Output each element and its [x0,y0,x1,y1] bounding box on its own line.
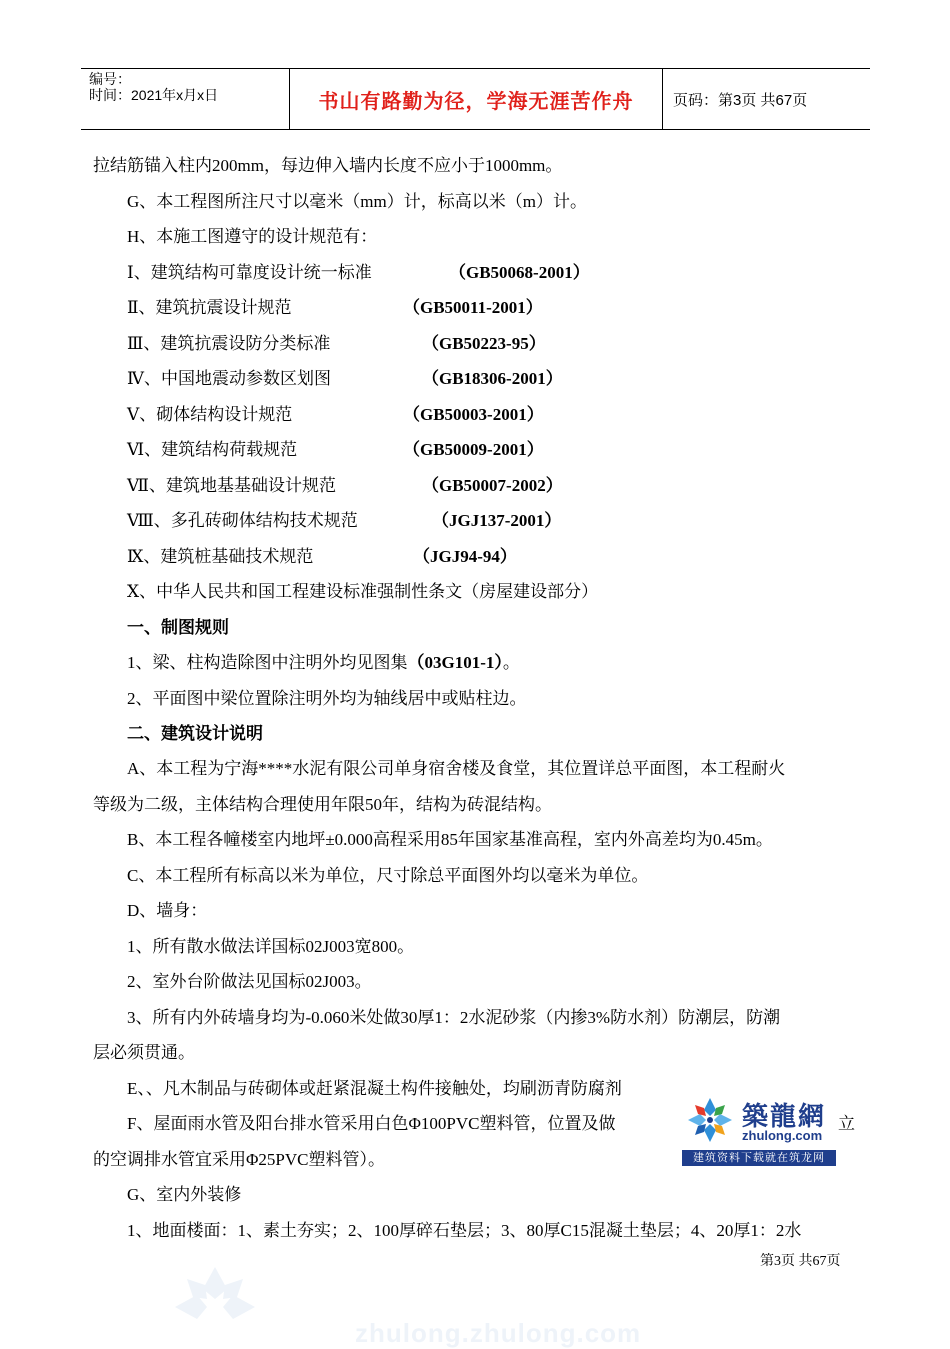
text-line: 3、所有内外砖墙身均为-0.060米处做30厚1：2水泥砂浆（内掺3%防水剂）防潮层，防潮 [127,1008,781,1027]
text-line: A、本工程为宁海****水泥有限公司单身宿舍楼及食堂，其位置详总平面图，本工程耐火 [127,759,786,778]
snowflake-logo-icon [686,1096,734,1144]
standard-name: Ⅱ、建筑抗震设计规范 [127,298,292,317]
section-title: 一、制图规则 [127,618,229,637]
text-line: 1、地面楼面：1、素土夯实；2、100厚碎石垫层；3、80厚C15混凝土垫层；4、20厚1：2水 [127,1221,802,1240]
standard-name: Ⅳ、中国地震动参数区划图 [127,369,331,388]
standard-name: Ⅵ、建筑结构荷载规范 [127,440,298,459]
section-title: 二、建筑设计说明 [127,724,263,743]
logo-slogan: 建筑资料下载就在筑龙网 [682,1150,836,1166]
standard-code: （GB50223-95） [422,334,546,353]
date-label: 时间：2021年x月x日 [89,87,219,103]
text-line: G、室内外装修 [127,1185,242,1204]
header-meta [81,69,290,129]
standard-name: Ⅴ、砌体结构设计规范 [127,405,293,424]
drawing-set-code: （03G101-1） [407,653,503,672]
standard-item [127,334,546,354]
standard-code: （GB50011-2001） [403,298,543,317]
standard-item [127,511,562,531]
text-line: D、墙身： [127,901,208,920]
standard-code: （GB18306-2001） [422,369,563,388]
standard-code: （JGJ137-2001） [432,511,562,530]
motto: 书山有路勤为径，学海无涯苦作舟 [290,69,663,129]
standard-name: Ⅸ、建筑桩基础技术规范 [127,547,314,566]
page-header [81,68,870,130]
standard-code: （JGJ94-94） [413,547,517,566]
watermark-text: zhulong.zhulong.com [355,1318,642,1348]
text-line: 拉结筋锚入柱内200mm，每边伸入墙内长度不应小于1000mm。 [93,156,563,175]
text-line: E、、凡木制品与砖砌体或赶紧混凝土构件接触处，均刷沥青防腐剂 [127,1079,622,1098]
standard-code: （GB50068-2001） [449,263,590,282]
standard-code: （GB50003-2001） [403,405,544,424]
text-line: 等级为二级，主体结构合理使用年限50年，结构为砖混结构。 [93,795,552,814]
text-line: 的空调排水管宜采用Φ25PVC塑料管）。 [93,1150,385,1169]
text-line: C、本工程所有标高以米为单位，尺寸除总平面图外均以毫米为单位。 [127,866,649,885]
logo-domain: zhulong.com [742,1128,823,1143]
text-line: 2、平面图中梁位置除注明外均为轴线居中或贴柱边。 [127,689,527,708]
standard-item [127,476,563,496]
standard-name: Ⅰ、建筑结构可靠度设计统一标准 [127,263,372,282]
standard-item [127,263,590,283]
watermark-logo-icon [160,1262,270,1342]
logo-name: 築龍網 [742,1102,827,1132]
standard-name: Ⅷ、多孔砖砌体结构技术规范 [127,511,358,530]
text-line: F、屋面雨水管及阳台排水管采用白色Φ100PVC塑料管，位置及做 [127,1114,616,1133]
standard-item [127,298,543,318]
footer-page-number: 第3页 共67页 [760,1254,841,1269]
standard-item [127,440,544,460]
standard-item [127,369,563,389]
text-line: B、本工程各幢楼室内地坪±0.000高程采用85年国家基准高程，室内外高差均为0.45m。 [127,830,773,849]
standard-name: Ⅶ、建筑地基基础设计规范 [127,476,336,495]
serial-label: 编号： [89,71,131,87]
zhulong-logo [680,1090,838,1168]
text-line: 2、室外台阶做法见国标02J003。 [127,972,372,991]
text-line-tail: 立 [838,1114,855,1133]
page-info: 页码：第3页 共67页 [673,91,808,109]
text-line: 层必须贯通。 [93,1043,195,1062]
standard-item [127,405,544,425]
text-line [127,653,520,673]
standard-name: Ⅲ、建筑抗震设防分类标准 [127,334,331,353]
standard-code: （GB50007-2002） [422,476,563,495]
standard-item [127,547,517,567]
text-line: H、本施工图遵守的设计规范有： [127,227,378,246]
text-segment: 。 [502,653,520,672]
standard-code: （GB50009-2001） [403,440,544,459]
standard-item: Ⅹ、中华人民共和国工程建设标准强制性条文（房屋建设部分） [127,582,599,601]
text-line: G、本工程图所注尺寸以毫米（mm）计，标高以米（m）计。 [127,192,587,211]
text-line: 1、所有散水做法详国标02J003宽800。 [127,937,415,956]
text-segment: 1、梁、柱构造除图中注明外均见图集 [127,653,408,672]
